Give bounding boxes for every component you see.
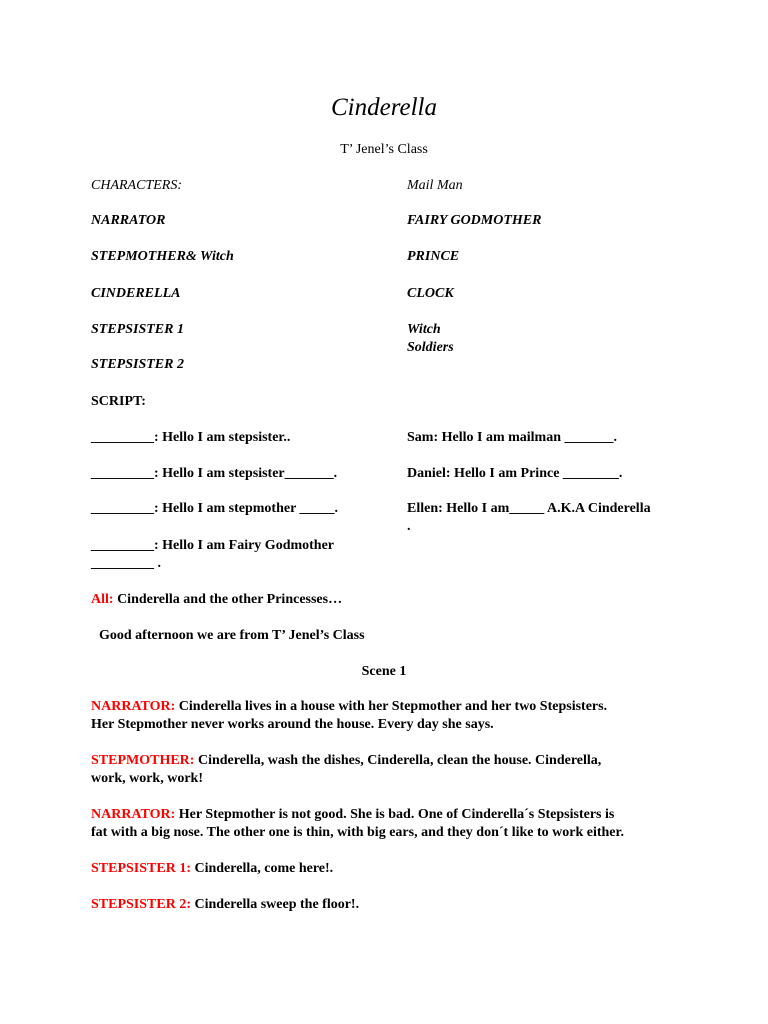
- dialogue-text: Cinderella lives in a house with her Stepmother and her two Stepsisters.: [175, 699, 608, 714]
- character-prince: PRINCE: [407, 249, 460, 264]
- speaker-label: NARRATOR:: [91, 807, 176, 822]
- speaker-label: STEPMOTHER:: [91, 753, 195, 768]
- character-cinderella: CINDERELLA: [91, 286, 181, 301]
- script-line: .: [407, 519, 411, 534]
- dialogue-text: Cinderella sweep the floor!.: [190, 897, 360, 912]
- dialogue-text: Her Stepmother never works around the house. Every day she says.: [91, 717, 494, 732]
- speaker-label: NARRATOR:: [91, 699, 176, 714]
- dialogue-text: Her Stepmother is not good. She is bad. One of Cinderella´s Stepsisters is: [175, 807, 615, 822]
- dialogue-text: fat with a big nose. The other one is thin, with big ears, and they don´t like to work either.: [91, 825, 624, 840]
- dialogue-text: work, work, work!: [91, 771, 203, 786]
- character-stepsister-1: STEPSISTER 1: [91, 322, 184, 337]
- script-line: _________ .: [91, 556, 161, 571]
- class-subtitle: T’ Jenel’s Class: [340, 142, 428, 157]
- dialogue-block: [91, 896, 691, 914]
- all-line: [91, 591, 691, 609]
- character-witch: Witch: [407, 322, 441, 337]
- dialogue-block: [91, 860, 691, 878]
- characters-heading: CHARACTERS:: [91, 178, 182, 193]
- character-soldiers: Soldiers: [407, 340, 454, 355]
- character-stepmother: STEPMOTHER& Witch: [91, 249, 234, 264]
- character-stepsister-2: STEPSISTER 2: [91, 357, 184, 372]
- script-line: Daniel: Hello I am Prince ________.: [407, 466, 623, 481]
- script-line: Sam: Hello I am mailman _______.: [407, 430, 617, 445]
- script-line: _________: Hello I am stepsister..: [91, 430, 291, 445]
- dialogue-block: [91, 806, 691, 842]
- character-narrator: NARRATOR: [91, 213, 166, 228]
- dialogue-text: Cinderella and the other Princesses…: [113, 592, 343, 607]
- dialogue-text: Cinderella, come here!.: [190, 861, 334, 876]
- character-clock: CLOCK: [407, 286, 454, 301]
- speaker-label: All:: [91, 592, 114, 607]
- document-title: Cinderella: [330, 94, 437, 121]
- character-mailman: Mail Man: [407, 178, 463, 193]
- greeting-line: Good afternoon we are from T’ Jenel’s Class: [99, 628, 365, 643]
- character-fairy-godmother: FAIRY GODMOTHER: [407, 213, 542, 228]
- script-line: _________: Hello I am stepmother _____.: [91, 501, 339, 516]
- dialogue-block: [91, 698, 691, 734]
- dialogue-text: Cinderella, wash the dishes, Cinderella, clean the house. Cinderella,: [194, 753, 602, 768]
- dialogue-block: [91, 752, 691, 788]
- script-heading: SCRIPT:: [91, 394, 146, 409]
- speaker-label: STEPSISTER 1:: [91, 861, 191, 876]
- script-line: _________: Hello I am Fairy Godmother: [91, 538, 335, 553]
- speaker-label: STEPSISTER 2:: [91, 897, 191, 912]
- scene-title: Scene 1: [361, 664, 407, 679]
- script-line: _________: Hello I am stepsister_______.: [91, 466, 338, 481]
- script-line: Ellen: Hello I am_____ A.K.A Cinderella: [407, 501, 651, 516]
